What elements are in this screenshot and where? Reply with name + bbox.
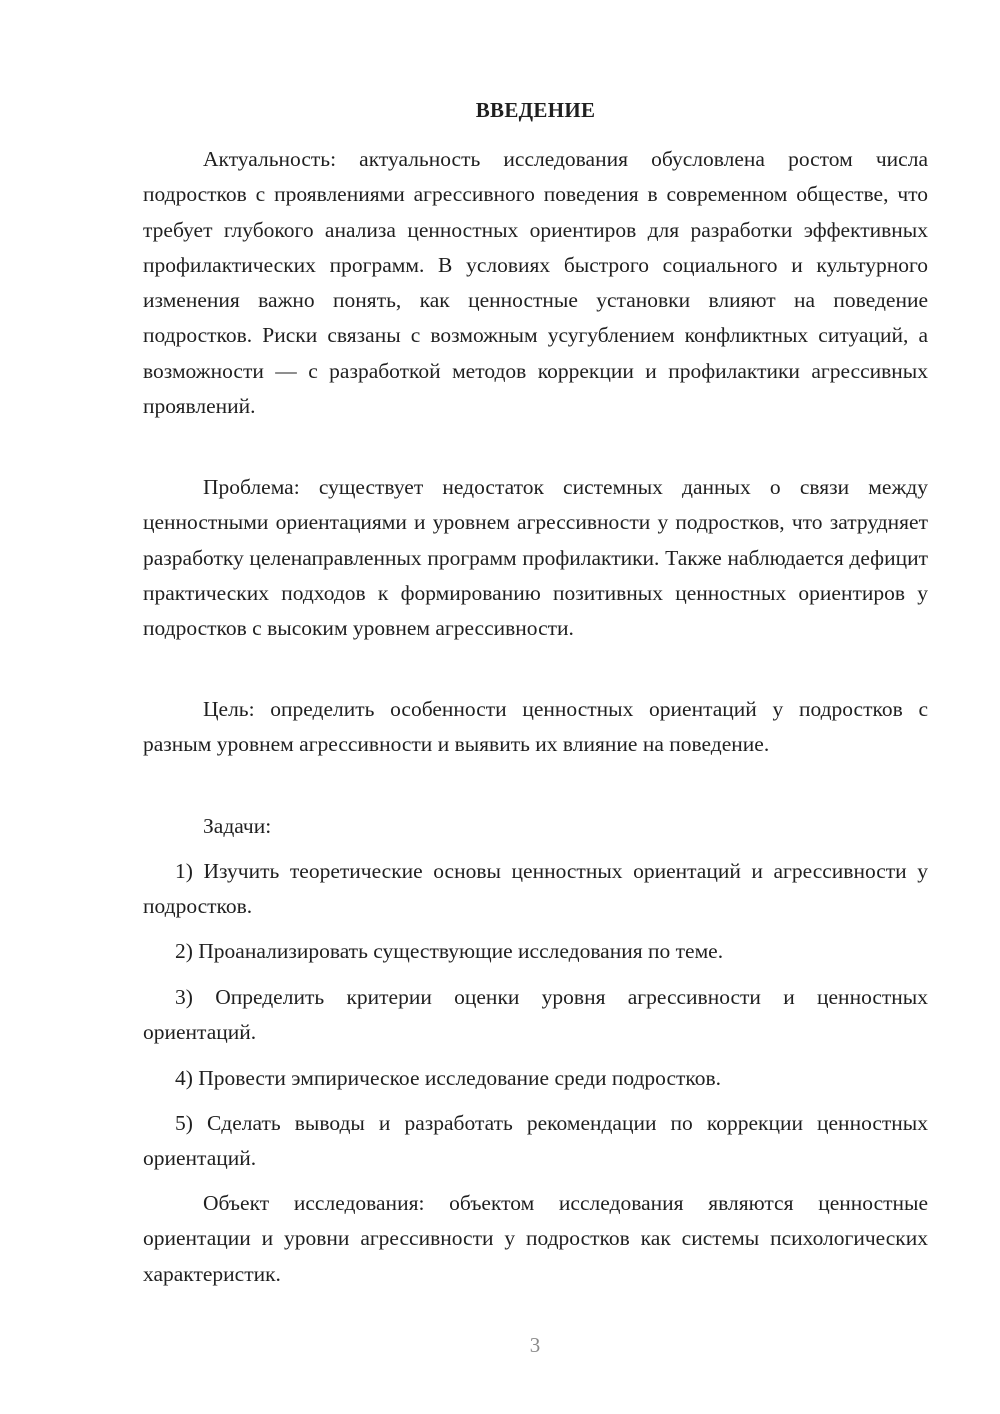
tasks-label: Задачи: (203, 814, 272, 838)
task-item-5: 5) Сделать выводы и разработать рекомендации по коррекции ценностных ориентаций. (143, 1111, 928, 1171)
task-item-2: 2) Проанализировать существующие исследования по теме. (175, 939, 724, 963)
task-item-1: 1) Изучить теоретические основы ценностных ориентаций и агрессивности у подростков. (143, 859, 928, 919)
page-number: 3 (529, 1333, 541, 1357)
paragraph-problem: Проблема: существует недостаток системных данных о связи между ценностными ориентациями и уровнем агрессивности у подростков, что затрудняет разработку целенаправленных программ профилактики. Также наблюдается дефицит практических подходов к формированию позитивных ценностных ориентиров у подростков с высоким уровнем агрессивности. (143, 475, 928, 641)
task-item-4: 4) Провести эмпирическое исследование среди подростков. (175, 1066, 722, 1090)
paragraph-goal: Цель: определить особенности ценностных ориентаций у подростков с разным уровнем агрессивности и выявить их влияние на поведение. (143, 697, 928, 757)
paragraph-relevance: Актуальность: актуальность исследования обусловлена ростом числа подростков с проявлениями агрессивного поведения в современном обществе, что требует глубокого анализа ценностных ориентиров для разработки эффективных профилактических программ. В условиях быстрого социального и культурного изменения важно понять, как ценностные установки влияют на поведение подростков. Риски связаны с возможным усугублением конфликтных ситуаций, а возможности — с разработкой методов коррекции и профилактики агрессивных проявлений. (143, 147, 928, 419)
paragraph-object: Объект исследования: объектом исследования являются ценностные ориентации и уровни агрессивности у подростков как системы психологических характеристик. (143, 1191, 928, 1286)
page-title: ВВЕДЕНИЕ (475, 98, 596, 122)
task-item-3: 3) Определить критерии оценки уровня агрессивности и ценностных ориентаций. (143, 985, 928, 1045)
